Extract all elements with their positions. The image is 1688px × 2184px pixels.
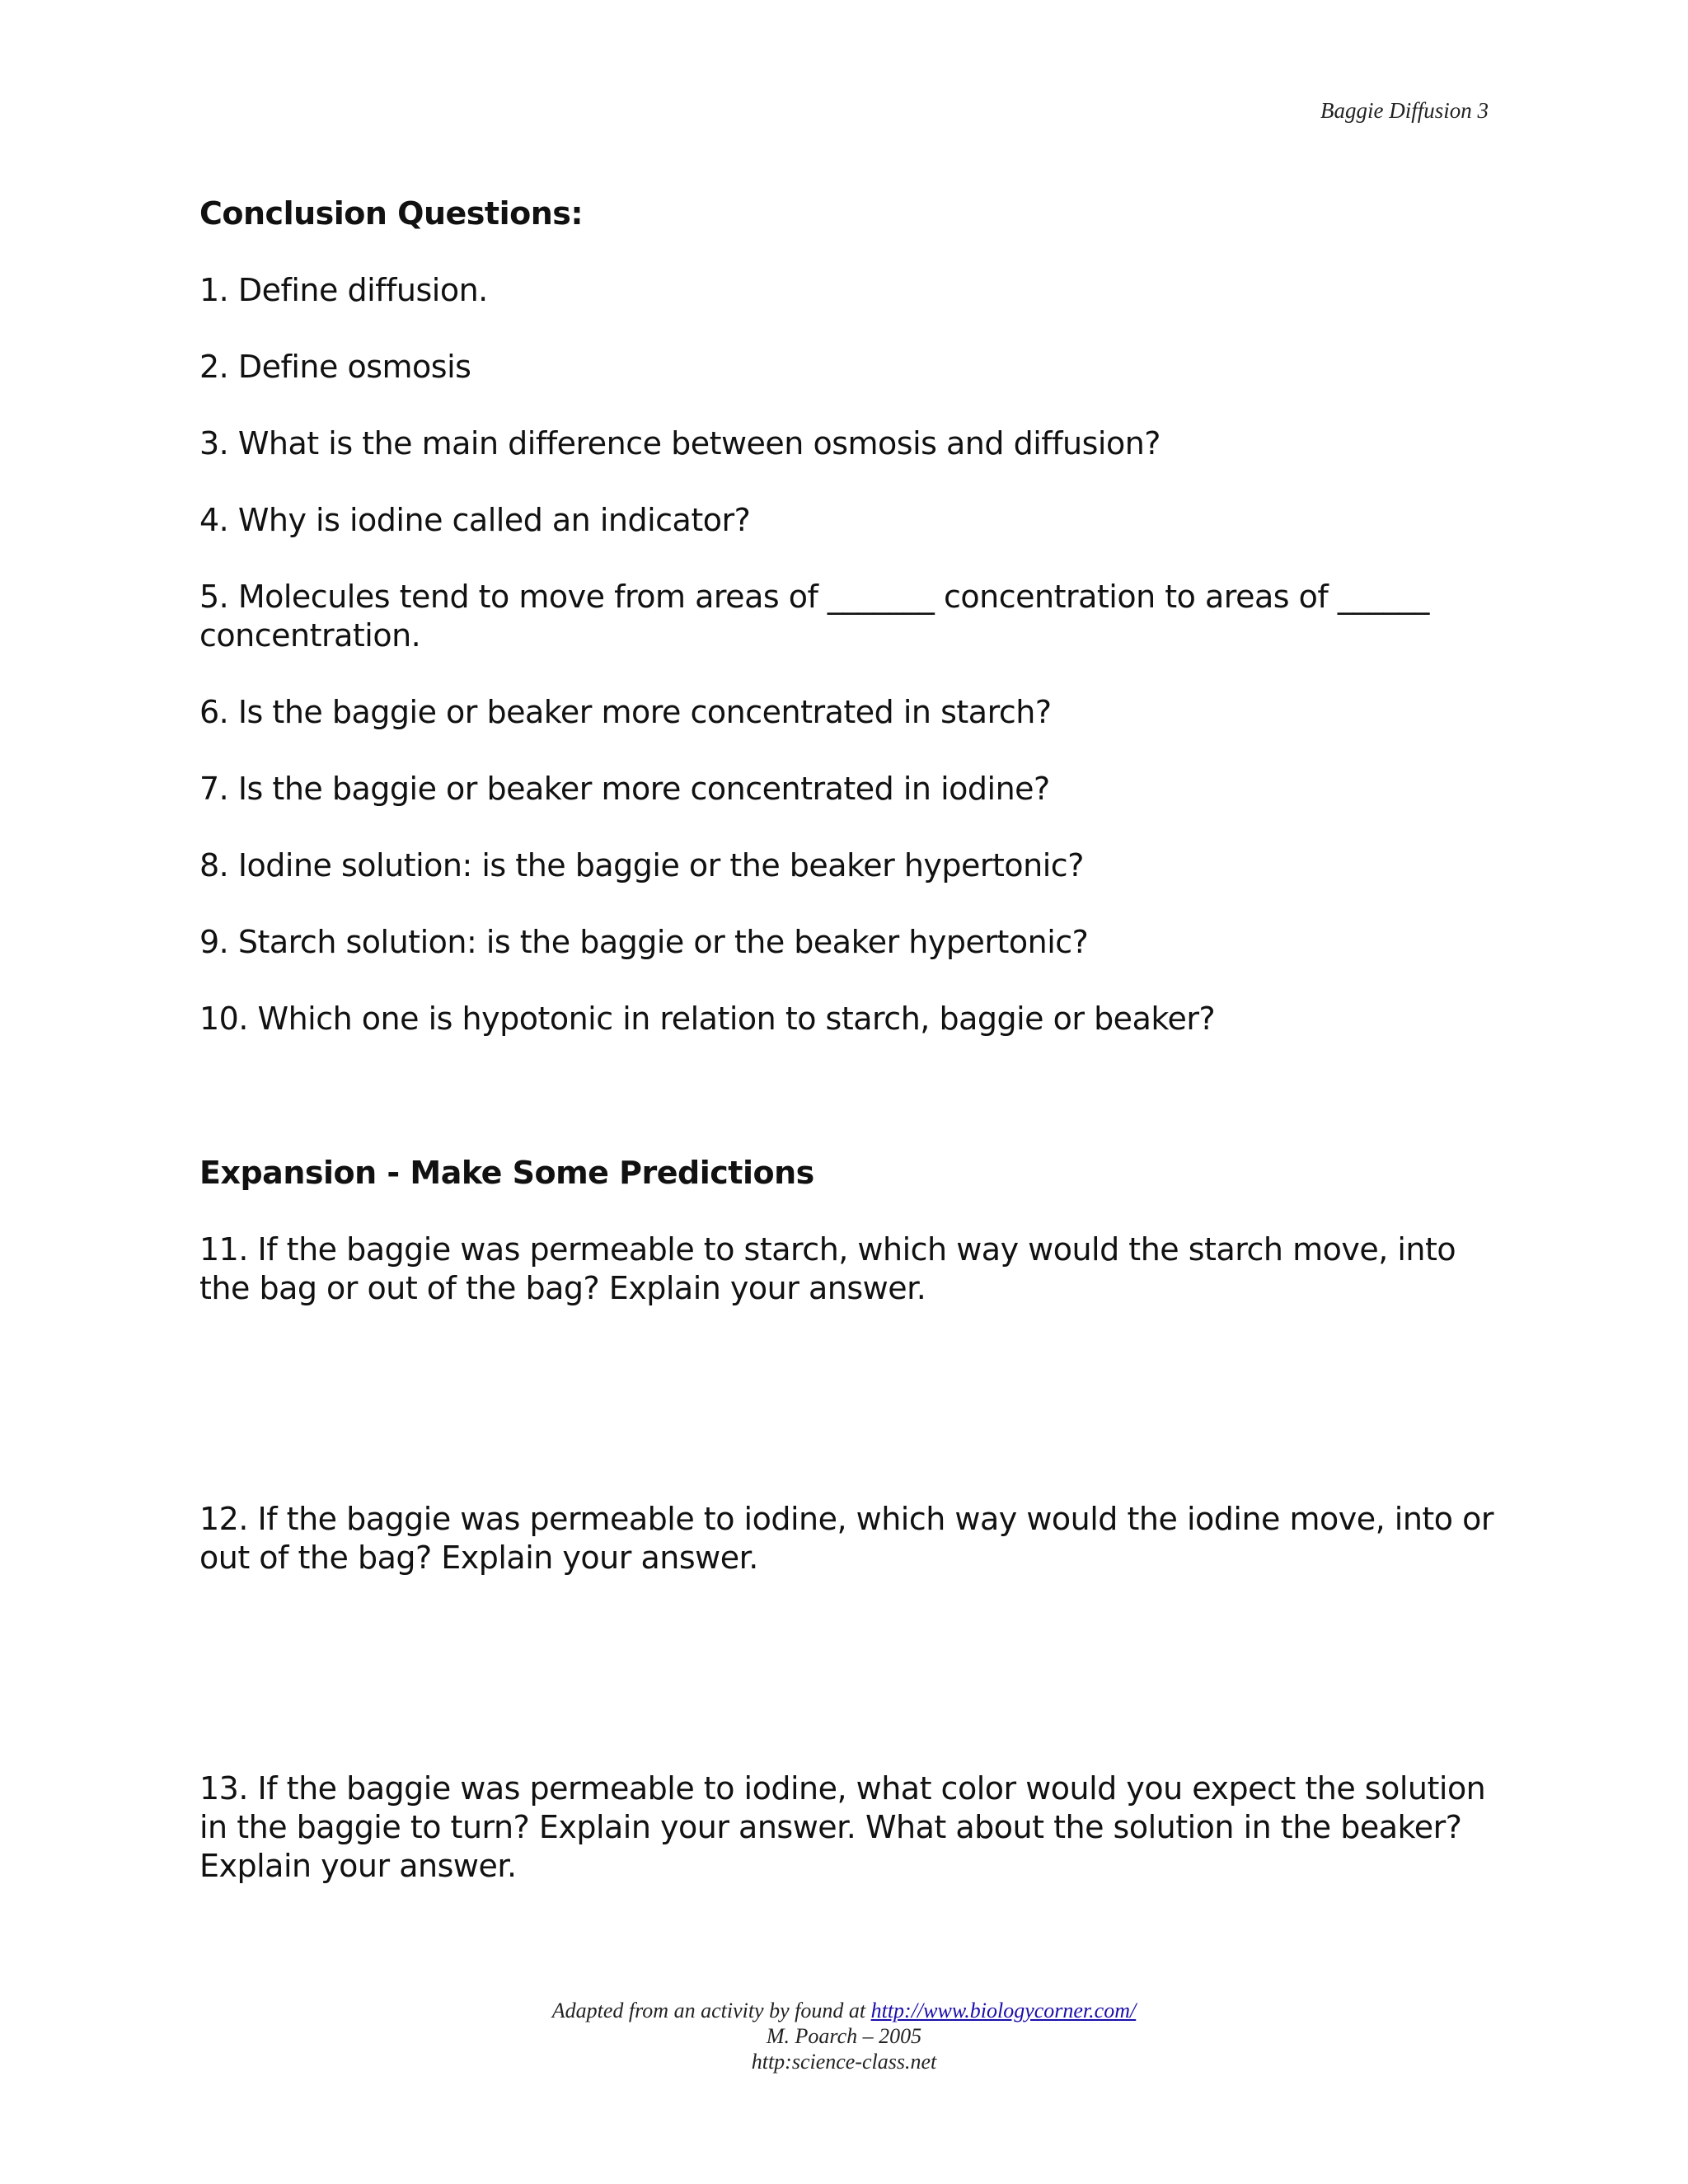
question-1: 1. Define diffusion.	[199, 272, 488, 308]
question-3: 3. What is the main difference between osmosis and diffusion?	[199, 425, 1160, 462]
footer-adapted-text: Adapted from an activity by found at	[551, 1999, 871, 2022]
question-13: 13. If the baggie was permeable to iodine, what color would you expect the solution in the baggie to turn? Explain your answer. What about the solution in the beaker? Explain your answer.	[199, 1770, 1486, 1884]
question-2: 2. Define osmosis	[199, 349, 471, 385]
footer-attribution	[0, 1998, 1688, 2023]
document-body	[199, 194, 1493, 1886]
question-7: 7. Is the baggie or beaker more concentrated in iodine?	[199, 771, 1050, 807]
footer-site: http:science-class.net	[751, 2050, 937, 2074]
biologycorner-link[interactable]: http://www.biologycorner.com/	[870, 1999, 1137, 2022]
question-6: 6. Is the baggie or beaker more concentrated in starch?	[199, 694, 1052, 730]
question-4: 4. Why is iodine called an indicator?	[199, 502, 751, 538]
footer-author: M. Poarch – 2005	[766, 2024, 922, 2048]
conclusion-heading: Conclusion Questions:	[199, 195, 584, 232]
question-9: 9. Starch solution: is the baggie or the beaker hypertonic?	[199, 924, 1089, 960]
running-header: Baggie Diffusion 3	[1320, 98, 1489, 123]
question-12: 12. If the baggie was permeable to iodine, which way would the iodine move, into or out of the bag? Explain your answer.	[199, 1501, 1494, 1576]
page-footer	[0, 1998, 1688, 2074]
expansion-heading: Expansion - Make Some Predictions	[199, 1155, 814, 1191]
question-5: 5. Molecules tend to move from areas of _______ concentration to areas of ______ concentration.	[199, 579, 1429, 654]
question-10: 10. Which one is hypotonic in relation to starch, baggie or beaker?	[199, 1001, 1216, 1037]
question-8: 8. Iodine solution: is the baggie or the beaker hypertonic?	[199, 847, 1084, 883]
question-11: 11. If the baggie was permeable to starch, which way would the starch move, into the bag or out of the bag? Explain your answer.	[199, 1231, 1456, 1306]
